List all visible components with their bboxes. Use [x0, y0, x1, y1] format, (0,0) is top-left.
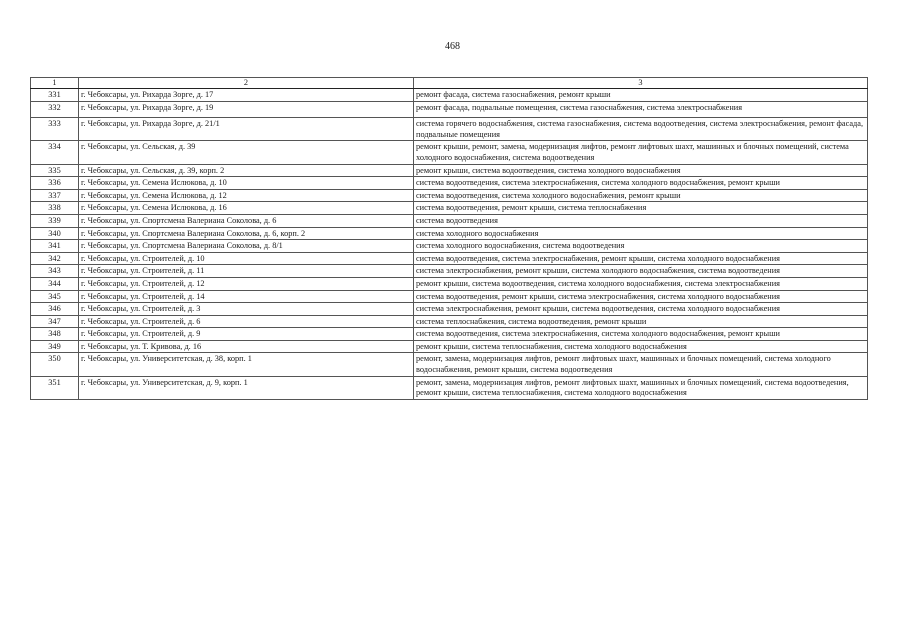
- row-number: 338: [31, 202, 79, 215]
- row-number: 343: [31, 265, 79, 278]
- row-works: система электроснабжения, ремонт крыши, система водоотведения, система холодного водоснабжения: [414, 303, 868, 316]
- table-row: [31, 164, 868, 177]
- row-works: система горячего водоснабжения, система газоснабжения, система водоотведения, система электроснабжения, ремонт фасада, подвальные помещения: [414, 118, 868, 141]
- row-address: г. Чебоксары, ул. Спортсмена Валериана Соколова, д. 8/1: [79, 240, 414, 253]
- row-works: система водоотведения, система холодного водоснабжения, ремонт крыши: [414, 189, 868, 202]
- row-works: система холодного водоснабжения: [414, 227, 868, 240]
- table-row: [31, 353, 868, 376]
- table-row: [31, 89, 868, 102]
- row-works: система теплоснабжения, система водоотведения, ремонт крыши: [414, 315, 868, 328]
- row-number: 334: [31, 141, 79, 164]
- table-row: [31, 101, 868, 118]
- table-row: [31, 240, 868, 253]
- row-number: 333: [31, 118, 79, 141]
- row-number: 341: [31, 240, 79, 253]
- row-number: 351: [31, 376, 79, 399]
- page-number: 468: [445, 41, 460, 52]
- row-address: г. Чебоксары, ул. Рихарда Зорге, д. 17: [79, 89, 414, 102]
- row-address: г. Чебоксары, ул. Семена Ислюкова, д. 12: [79, 189, 414, 202]
- table-header-row: [31, 78, 868, 89]
- table-row: [31, 277, 868, 290]
- row-number: 339: [31, 214, 79, 227]
- row-address: г. Чебоксары, ул. Строителей, д. 12: [79, 277, 414, 290]
- row-number: 335: [31, 164, 79, 177]
- row-address: г. Чебоксары, ул. Строителей, д. 6: [79, 315, 414, 328]
- row-address: г. Чебоксары, ул. Семена Ислюкова, д. 10: [79, 177, 414, 190]
- table-row: [31, 303, 868, 316]
- row-address: г. Чебоксары, ул. Т. Кривова, д. 16: [79, 340, 414, 353]
- table-row: [31, 189, 868, 202]
- table-row: [31, 290, 868, 303]
- row-works: ремонт фасада, система газоснабжения, ремонт крыши: [414, 89, 868, 102]
- row-address: г. Чебоксары, ул. Строителей, д. 3: [79, 303, 414, 316]
- row-number: 332: [31, 101, 79, 118]
- table-row: [31, 214, 868, 227]
- row-address: г. Чебоксары, ул. Строителей, д. 11: [79, 265, 414, 278]
- row-number: 345: [31, 290, 79, 303]
- row-number: 348: [31, 328, 79, 341]
- row-works: ремонт крыши, система теплоснабжения, система холодного водоснабжения: [414, 340, 868, 353]
- row-works: система электроснабжения, ремонт крыши, система холодного водоснабжения, система водоотведения: [414, 265, 868, 278]
- row-works: система водоотведения, система электроснабжения, система холодного водоснабжения, ремонт крыши: [414, 328, 868, 341]
- row-address: г. Чебоксары, ул. Строителей, д. 14: [79, 290, 414, 303]
- table-row: [31, 376, 868, 399]
- row-works: ремонт крыши, ремонт, замена, модернизация лифтов, ремонт лифтовых шахт, машинных и блочных помещений, система холодного водоснабжения, система водоотведения: [414, 141, 868, 164]
- row-address: г. Чебоксары, ул. Семена Ислюкова, д. 16: [79, 202, 414, 215]
- table-row: [31, 118, 868, 141]
- header-col-1: 1: [31, 78, 79, 89]
- row-address: г. Чебоксары, ул. Строителей, д. 10: [79, 252, 414, 265]
- row-works: система водоотведения, система электроснабжения, ремонт крыши, система холодного водоснабжения: [414, 252, 868, 265]
- row-works: система водоотведения, ремонт крыши, система электроснабжения, система холодного водоснабжения: [414, 290, 868, 303]
- row-number: 349: [31, 340, 79, 353]
- row-address: г. Чебоксары, ул. Рихарда Зорге, д. 21/1: [79, 118, 414, 141]
- row-address: г. Чебоксары, ул. Сельская, д. 39: [79, 141, 414, 164]
- row-address: г. Чебоксары, ул. Строителей, д. 9: [79, 328, 414, 341]
- table-row: [31, 227, 868, 240]
- table-body: [31, 78, 868, 400]
- row-number: 331: [31, 89, 79, 102]
- row-address: г. Чебоксары, ул. Университетская, д. 38, корп. 1: [79, 353, 414, 376]
- row-number: 336: [31, 177, 79, 190]
- row-address: г. Чебоксары, ул. Рихарда Зорге, д. 19: [79, 101, 414, 118]
- table-row: [31, 315, 868, 328]
- row-address: г. Чебоксары, ул. Спортсмена Валериана Соколова, д. 6, корп. 2: [79, 227, 414, 240]
- table-row: [31, 265, 868, 278]
- row-works: система холодного водоснабжения, система водоотведения: [414, 240, 868, 253]
- row-works: ремонт, замена, модернизация лифтов, ремонт лифтовых шахт, машинных и блочных помещений, система водоотведения, ремонт крыши, система теплоснабжения, система холодного водоснабжения: [414, 376, 868, 399]
- row-number: 347: [31, 315, 79, 328]
- row-number: 344: [31, 277, 79, 290]
- row-works: ремонт крыши, система водоотведения, система холодного водоснабжения, система электроснабжения: [414, 277, 868, 290]
- table-row: [31, 328, 868, 341]
- row-address: г. Чебоксары, ул. Университетская, д. 9, корп. 1: [79, 376, 414, 399]
- table-row: [31, 340, 868, 353]
- table-row: [31, 252, 868, 265]
- header-col-2: 2: [79, 78, 414, 89]
- table-row: [31, 141, 868, 164]
- row-number: 346: [31, 303, 79, 316]
- header-col-3: 3: [414, 78, 868, 89]
- row-address: г. Чебоксары, ул. Спортсмена Валериана Соколова, д. 6: [79, 214, 414, 227]
- row-works: ремонт, замена, модернизация лифтов, ремонт лифтовых шахт, машинных и блочных помещений, система холодного водоснабжения, ремонт крыши, система водоотведения: [414, 353, 868, 376]
- row-address: г. Чебоксары, ул. Сельская, д. 39, корп. 2: [79, 164, 414, 177]
- row-number: 350: [31, 353, 79, 376]
- row-works: система водоотведения, ремонт крыши, система теплоснабжения: [414, 202, 868, 215]
- row-number: 337: [31, 189, 79, 202]
- table-row: [31, 177, 868, 190]
- row-works: ремонт фасада, подвальные помещения, система газоснабжения, система электроснабжения: [414, 101, 868, 118]
- register-table: [30, 77, 868, 400]
- table-row: [31, 202, 868, 215]
- row-works: система водоотведения, система электроснабжения, система холодного водоснабжения, ремонт крыши: [414, 177, 868, 190]
- row-number: 340: [31, 227, 79, 240]
- row-number: 342: [31, 252, 79, 265]
- row-works: ремонт крыши, система водоотведения, система холодного водоснабжения: [414, 164, 868, 177]
- row-works: система водоотведения: [414, 214, 868, 227]
